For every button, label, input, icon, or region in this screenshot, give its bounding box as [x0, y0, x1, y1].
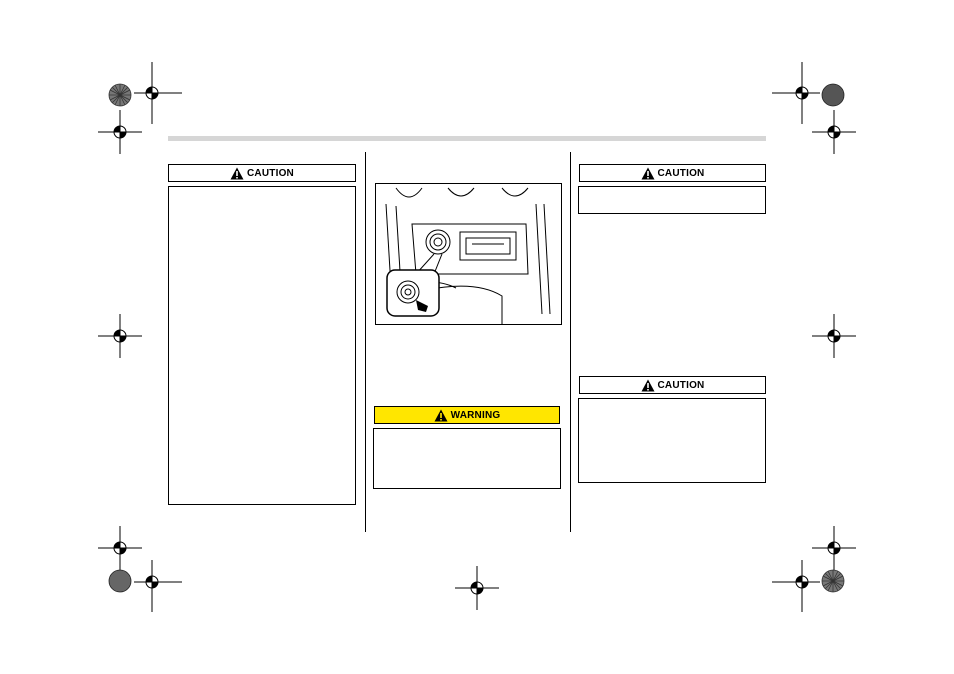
caution-content-right-top — [578, 186, 766, 214]
crosshair-registration-icon — [98, 314, 142, 358]
crosshair-registration-icon — [455, 566, 499, 610]
caution-text: CAUTION — [657, 379, 705, 391]
warning-text: WARNING — [450, 409, 501, 421]
warning-triangle-icon — [230, 167, 244, 180]
warning-content — [373, 428, 561, 489]
warning-triangle-icon — [641, 167, 655, 180]
crosshair-registration-icon — [134, 560, 182, 612]
caution-label-right-top — [579, 164, 766, 182]
crosshair-registration-icon — [812, 314, 856, 358]
caution-label-left — [168, 164, 356, 182]
warning-triangle-icon — [641, 379, 655, 392]
header-band — [168, 136, 766, 141]
column-divider-left — [365, 152, 366, 532]
crosshair-registration-icon — [98, 110, 142, 154]
column-divider-right — [570, 152, 571, 532]
warning-triangle-icon — [434, 409, 448, 422]
radial-color-bar-icon — [821, 83, 845, 107]
radial-color-bar-icon — [821, 569, 845, 593]
caution-content-left — [168, 186, 356, 505]
crosshair-registration-icon — [812, 110, 856, 154]
caution-label-right-bottom — [579, 376, 766, 394]
caution-content-right-bottom — [578, 398, 766, 483]
warning-label — [374, 406, 560, 424]
figure-frame — [375, 183, 562, 325]
caution-text: CAUTION — [657, 167, 705, 179]
caution-text: CAUTION — [247, 167, 294, 179]
radial-color-bar-icon — [108, 83, 132, 107]
accessory-socket-illustration — [376, 184, 562, 325]
crosshair-registration-icon — [772, 560, 820, 612]
radial-color-bar-icon — [108, 569, 132, 593]
